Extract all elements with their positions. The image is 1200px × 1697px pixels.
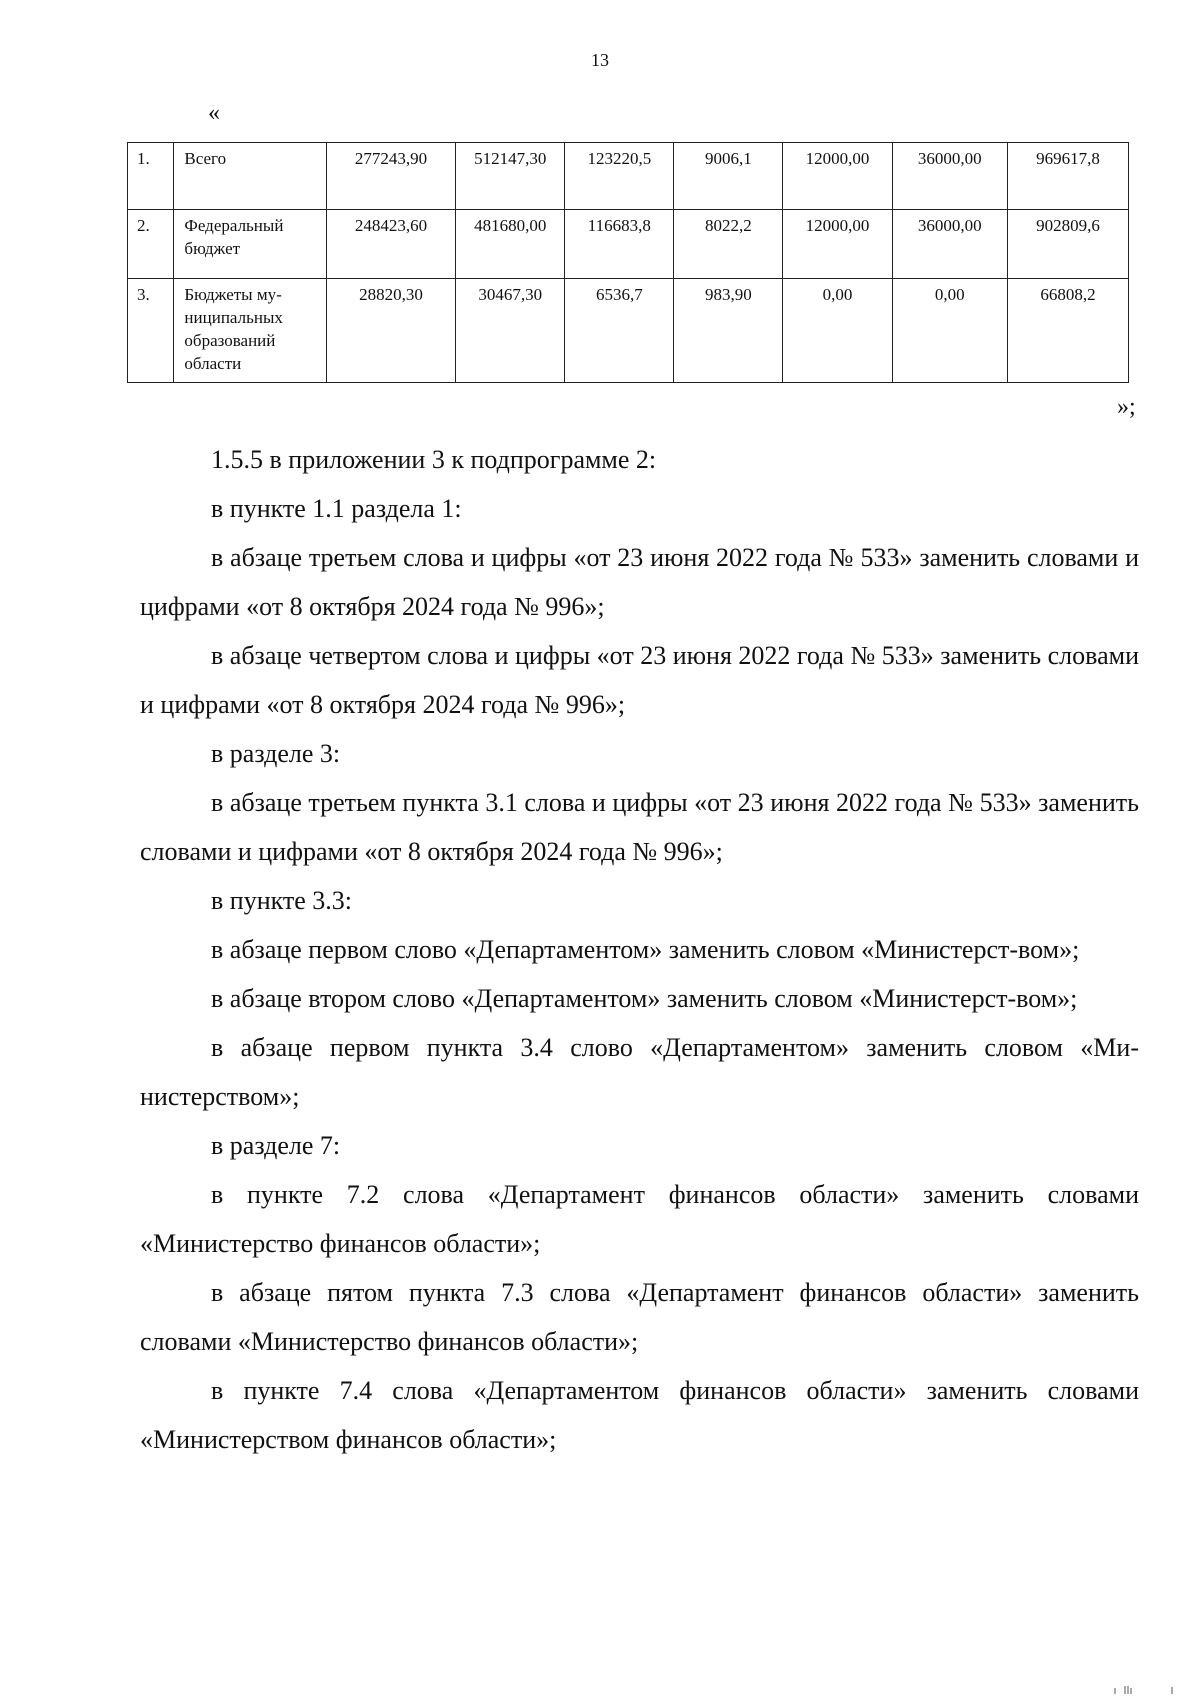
table-cell: 116683,8 (565, 210, 674, 279)
table-cell: 8022,2 (674, 210, 783, 279)
table-cell: 30467,30 (456, 279, 565, 383)
table-cell: 12000,00 (783, 210, 892, 279)
table-row (128, 143, 1129, 210)
table-cell: 983,90 (674, 279, 783, 383)
table-cell: 9006,1 (674, 143, 783, 210)
table-cell: 28820,30 (326, 279, 456, 383)
table-cell: 0,00 (783, 279, 892, 383)
table-cell: 481680,00 (456, 210, 565, 279)
row-label: Всего (174, 143, 326, 210)
table-cell: 36000,00 (892, 143, 1008, 210)
table-cell: 277243,90 (326, 143, 456, 210)
table-cell: 12000,00 (783, 143, 892, 210)
paragraph: в пункте 7.2 слова «Департамент финансов области» заменить словами «Министерство финансов области»; (140, 1180, 1139, 1258)
table-open-quote: « (208, 100, 220, 126)
row-label: Федеральный бюджет (174, 210, 326, 279)
paragraph: в абзаце третьем слова и цифры «от 23 июня 2022 года № 533» заменить словами и цифрами «от 8 октября 2024 года № 996»; (140, 543, 1139, 621)
paragraph: в абзаце первом слово «Департаментом» заменить словом «Министерст-вом»; (211, 935, 1080, 964)
paragraph: в абзаце третьем пункта 3.1 слова и цифры «от 23 июня 2022 года № 533» заменить словами и цифрами «от 8 октября 2024 года № 996»; (140, 788, 1139, 866)
page-number: 13 (591, 50, 609, 70)
paragraph: 1.5.5 в приложении 3 к подпрограмме 2: (211, 445, 657, 474)
document-body (140, 435, 1139, 1464)
paragraph: в разделе 7: (211, 1131, 341, 1160)
paragraph: в абзаце четвертом слова и цифры «от 23 июня 2022 года № 533» заменить словами и цифрами «от 8 октября 2024 года № 996»; (140, 641, 1139, 719)
paragraph: в абзаце втором слово «Департаментом» заменить словом «Министерст-вом»; (211, 984, 1078, 1013)
paragraph: в пункте 7.4 слова «Департаментом финансов области» заменить словами «Министерством финансов области»; (140, 1376, 1139, 1454)
table-cell: 0,00 (892, 279, 1008, 383)
table-cell: 36000,00 (892, 210, 1008, 279)
table-close-quote: »; (1117, 394, 1136, 420)
paragraph: в абзаце первом пункта 3.4 слово «Департаментом» заменить словом «Ми-нистерством»; (140, 1033, 1139, 1111)
paragraph: в пункте 1.1 раздела 1: (211, 494, 462, 523)
budget-table (127, 142, 1129, 383)
paragraph: в разделе 3: (211, 739, 341, 768)
row-index: 3. (128, 279, 174, 383)
row-index: 1. (128, 143, 174, 210)
table-cell: 969617,8 (1008, 143, 1129, 210)
table-cell: 6536,7 (565, 279, 674, 383)
paragraph: в пункте 3.3: (211, 886, 353, 915)
table-cell: 248423,60 (326, 210, 456, 279)
row-label: Бюджеты му-ниципальных образований области (174, 279, 326, 383)
table-cell: 123220,5 (565, 143, 674, 210)
table-cell: 512147,30 (456, 143, 565, 210)
table-row (128, 210, 1129, 279)
paragraph: в абзаце пятом пункта 7.3 слова «Департамент финансов области» заменить словами «Министерство финансов области»; (140, 1278, 1139, 1356)
scan-edge-marks (1110, 1686, 1190, 1694)
table-cell: 902809,6 (1008, 210, 1129, 279)
table-row (128, 279, 1129, 383)
row-index: 2. (128, 210, 174, 279)
table-cell: 66808,2 (1008, 279, 1129, 383)
